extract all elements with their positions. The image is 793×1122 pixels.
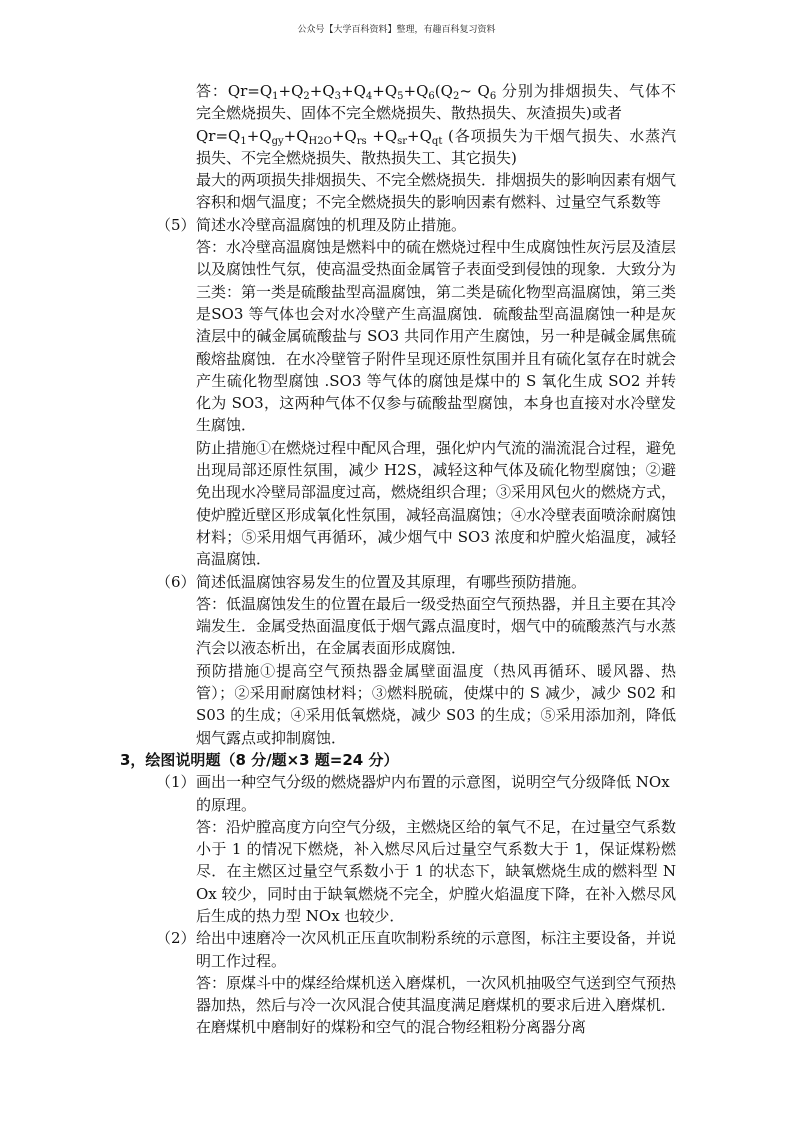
question-number: （2） [156,929,196,948]
section-3-question-2-answer: 答：原煤斗中的煤经给煤机送入磨煤机，一次风机抽吸空气送到空气预热器加热，然后与冷一次风混合使其温度满足磨煤机的要求后进入磨煤机．在磨煤机中磨制好的煤粉和空气的混合物经粗粉分离器分离 [196,973,677,1037]
question-text: 简述低温腐蚀容易发生的位置及其原理，有哪些预防措施。 [196,572,587,591]
section-3-question-1 [156,771,676,816]
heat-loss-answer: 答：$Qr=Q_1+Q_2+Q_3+Q_4+Q_5+Q_6(Q_2\sim$ $Q_6$ 分别为排烟损失、气体不完全燃烧损失、固体不完全燃烧损失、散热损失、灰渣损失)或者 $Qr=Q_1+Q_{gy}+Q_{H2O}+Q_{rs} +Q_{sr}+Q_{qt}$ (各项损失为干烟气损失、水蒸汽损失、不完全燃烧损失、散热损失工、其它损失) 最大的两项损失排烟损失、不完全燃烧损失．排烟损失的影响因素有烟气容积和烟气温度；不完全燃烧损失的影响因素有燃料、过量空气系数等 [196,82,677,212]
question-6-answer: 答：低温腐蚀发生的位置在最后一级受热面空气预热器，并且主要在其冷端发生．金属受热面温度低于烟气露点温度时，烟气中的硫酸蒸汽与水蒸汽会以液态析出，在金属表面形成腐蚀． [196,594,677,658]
question-5-prevention: 防止措施①在燃烧过程中配风合理，强化炉内气流的湍流混合过程，避免出现局部还原性氛围，减少 H2S，减轻这种气体及硫化物型腐蚀；②避免出现水冷壁局部温度过高，燃烧组织合理；③采用风包火的燃烧方式，使炉膛近壁区形成氧化性氛围，减轻高温腐蚀；④水冷壁表面喷涂耐腐蚀材料；⑤采用烟气再循环，减少烟气中 SO3 浓度和炉膛火焰温度，减轻高温腐蚀． [196,438,677,569]
document-body [0,80,793,1039]
loss-summary: 最大的两项损失排烟损失、不完全燃烧损失．排烟损失的影响因素有烟气容积和烟气温度；不完全燃烧损失的影响因素有燃料、过量空气系数等 [196,171,677,212]
section-3-question-2 [156,927,677,972]
question-number: （1） [156,773,196,792]
question-5-answer: 答：水冷壁高温腐蚀是燃料中的硫在燃烧过程中生成腐蚀性灰污层及渣层以及腐蚀性气氛，使高温受热面金属管子表面受到侵蚀的现象．大致分为三类：第一类是硫酸盐型高温腐蚀，第二类是硫化物型高温腐蚀，第三类是SO3 等气体也会对水冷壁产生高温腐蚀．硫酸盐型高温腐蚀一种是灰渣层中的碱金属硫酸盐与 SO3 共同作用产生腐蚀，另一种是碱金属焦硫酸熔盐腐蚀．在水冷壁管子附件呈现还原性氛围并且有硫化氢存在时就会产生硫化物型腐蚀 .SO3 等气体的腐蚀是煤中的 S 氧化生成 SO2 并转化为 SO3，这两种气体不仅参与硫酸盐型腐蚀，本身也直接对水冷壁发生腐蚀． [196,238,677,435]
question-6-prevention: 预防措施①提高空气预热器金属壁面温度（热风再循环、暖风器、热管）；②采用耐腐蚀材料；③燃料脱硫，使煤中的 S 减少，减少 S02 和 S03 的生成；④采用低氧燃烧，减少 S03 的生成；⑤采用添加剂，降低烟气露点或抑制腐蚀． [196,661,676,747]
question-number: （6） [156,572,196,591]
eq2-description: (各项损失为干烟气损失、水蒸汽损失、不完全燃烧损失、散热损失工、其它损失) [196,126,676,167]
question-number: （5） [156,215,196,234]
section-3-question-1-answer: 答：沿炉膛高度方向空气分级，主燃烧区给的氧气不足，在过量空气系数小于 1 的情况下燃烧，补入燃尽风后过量空气系数大于 1，保证煤粉燃尽．在主燃区过量空气系数小于 1 的状态下，缺氧燃烧生成的燃料型 NOx 较少，同时由于缺氧燃烧不完全，炉膛火焰温度下降，在补入燃尽风后生成的热力型 NOx 也较少． [196,817,677,925]
question-6 [156,571,676,593]
question-text: 简述水冷壁高温腐蚀的机理及防止措施。 [196,215,467,234]
question-text: 画出一种空气分级的燃烧器炉内布置的示意图，说明空气分级降低 NOx 的原理。 [196,773,670,814]
eq1-tail: (Q [434,82,453,100]
eq1-prefix: 答：Qr=Q [196,82,273,100]
eq1-description: 分别为排烟损失、气体不完全燃烧损失、固体不完全燃烧损失、散热损失、灰渣损失)或者 [196,82,676,123]
page-header: 公众号【大学百科资料】整理，有趣百科复习资料 [297,25,496,35]
section-3-title: 3，绘图说明题（8 分/题×3 题=24 分） [120,750,399,769]
question-5 [156,214,676,236]
question-text: 给出中速磨冷一次风机正压直吹制粉系统的示意图，标注主要设备，并说明工作过程。 [196,929,677,970]
